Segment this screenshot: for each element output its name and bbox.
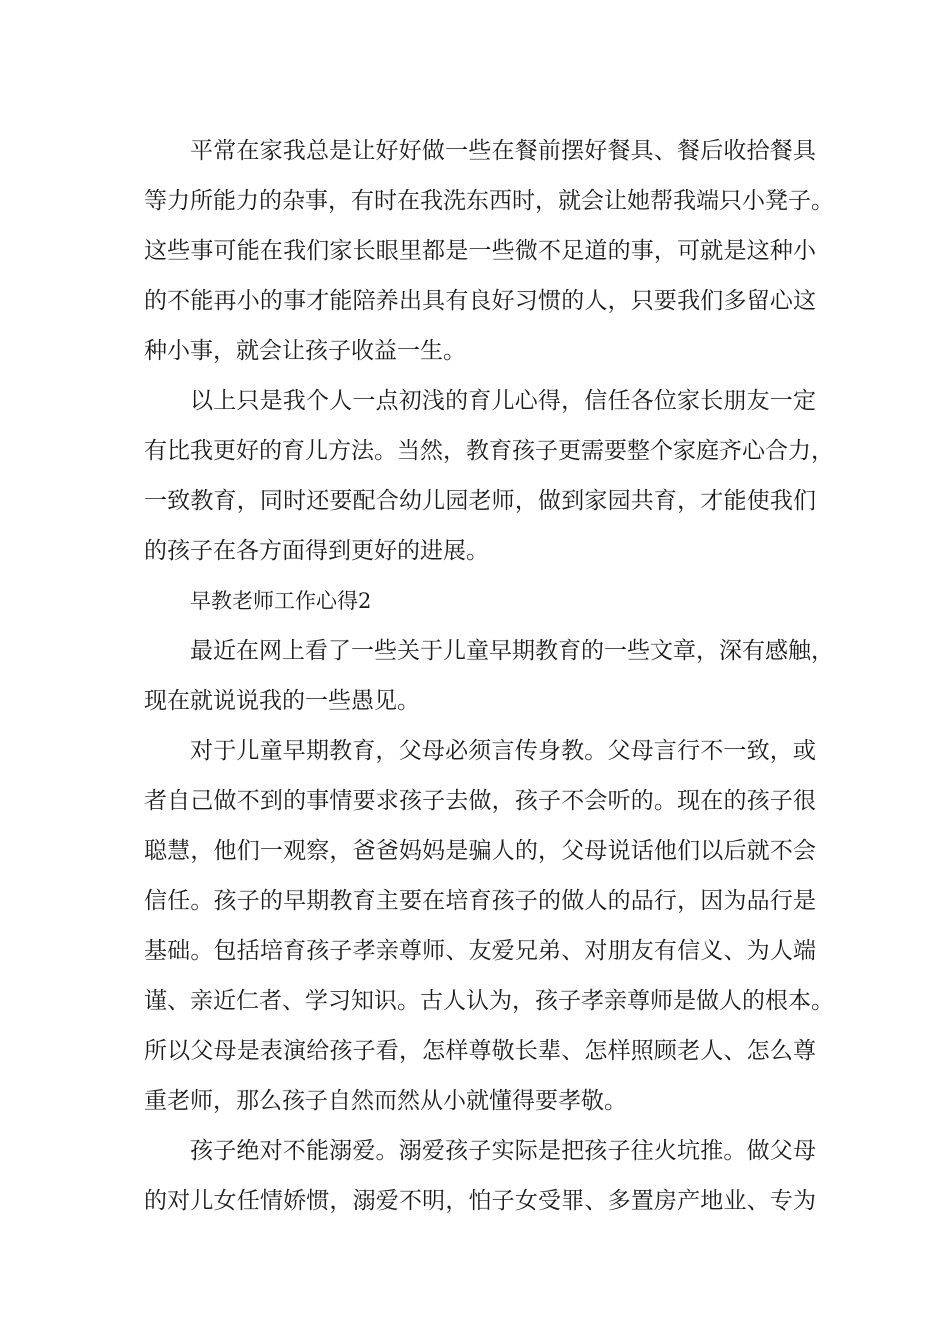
text-line: 的对儿女任情娇惯，溺爱不明，怕子女受罪、多置房产地业、专为	[144, 1188, 816, 1214]
section-heading	[144, 576, 816, 626]
text-line: 对于儿童早期教育，父母必须言传身教。父母言行不一致，或	[190, 738, 816, 764]
paragraph-household-chores	[144, 126, 834, 376]
text-line: 等力所能力的杂事，有时在我洗东西时，就会让她帮我端只小凳子。	[144, 188, 834, 214]
text-line: 所以父母是表演给孩子看，怎样尊敬长辈、怎样照顾老人、怎么尊	[144, 1038, 816, 1064]
document-body	[144, 126, 834, 1226]
text-line: 信任。孩子的早期教育主要在培育孩子的做人的品行，因为品行是	[144, 888, 816, 914]
text-line: 孩子绝对不能溺爱。溺爱孩子实际是把孩子往火坑推。做父母	[190, 1138, 816, 1164]
text-line: 谨、亲近仁者、学习知识。古人认为，孩子孝亲尊师是做人的根本。	[144, 988, 834, 1014]
text-line: 重老师，那么孩子自然而然从小就懂得要孝敬。	[144, 1088, 627, 1114]
text-line: 的孩子在各方面得到更好的进展。	[144, 538, 489, 564]
paragraph-no-spoiling	[144, 1126, 816, 1226]
text-line: 聪慧，他们一观察，爸爸妈妈是骗人的，父母说话他们以后就不会	[144, 838, 816, 864]
text-line: 有比我更好的育儿方法。当然，教育孩子更需要整个家庭齐心合力，	[144, 438, 834, 464]
text-line: 平常在家我总是让好好做一些在餐前摆好餐具、餐后收拾餐具	[190, 138, 816, 164]
section-title: 早教老师工作心得2	[190, 589, 372, 613]
text-line: 一致教育，同时还要配合幼儿园老师，做到家园共育，才能使我们	[144, 488, 816, 514]
paragraph-lead-by-example	[144, 726, 834, 1126]
text-line: 最近在网上看了一些关于儿童早期教育的一些文章，深有感触，	[190, 638, 834, 664]
text-line: 以上只是我个人一点初浅的育儿心得，信任各位家长朋友一定	[190, 388, 816, 414]
text-line: 现在就说说我的一些愚见。	[144, 688, 420, 714]
paragraph-conclusion	[144, 376, 834, 576]
text-line: 种小事，就会让孩子收益一生。	[144, 338, 466, 364]
text-line: 的不能再小的事才能陪养出具有良好习惯的人，只要我们多留心这	[144, 288, 816, 314]
text-line: 基础。包括培育孩子孝亲尊师、友爱兄弟、对朋友有信义、为人端	[144, 938, 816, 964]
paragraph-intro	[144, 626, 834, 726]
text-line: 者自己做不到的事情要求孩子去做，孩子不会听的。现在的孩子很	[144, 788, 816, 814]
text-line: 这些事可能在我们家长眼里都是一些微不足道的事，可就是这种小	[144, 238, 816, 264]
